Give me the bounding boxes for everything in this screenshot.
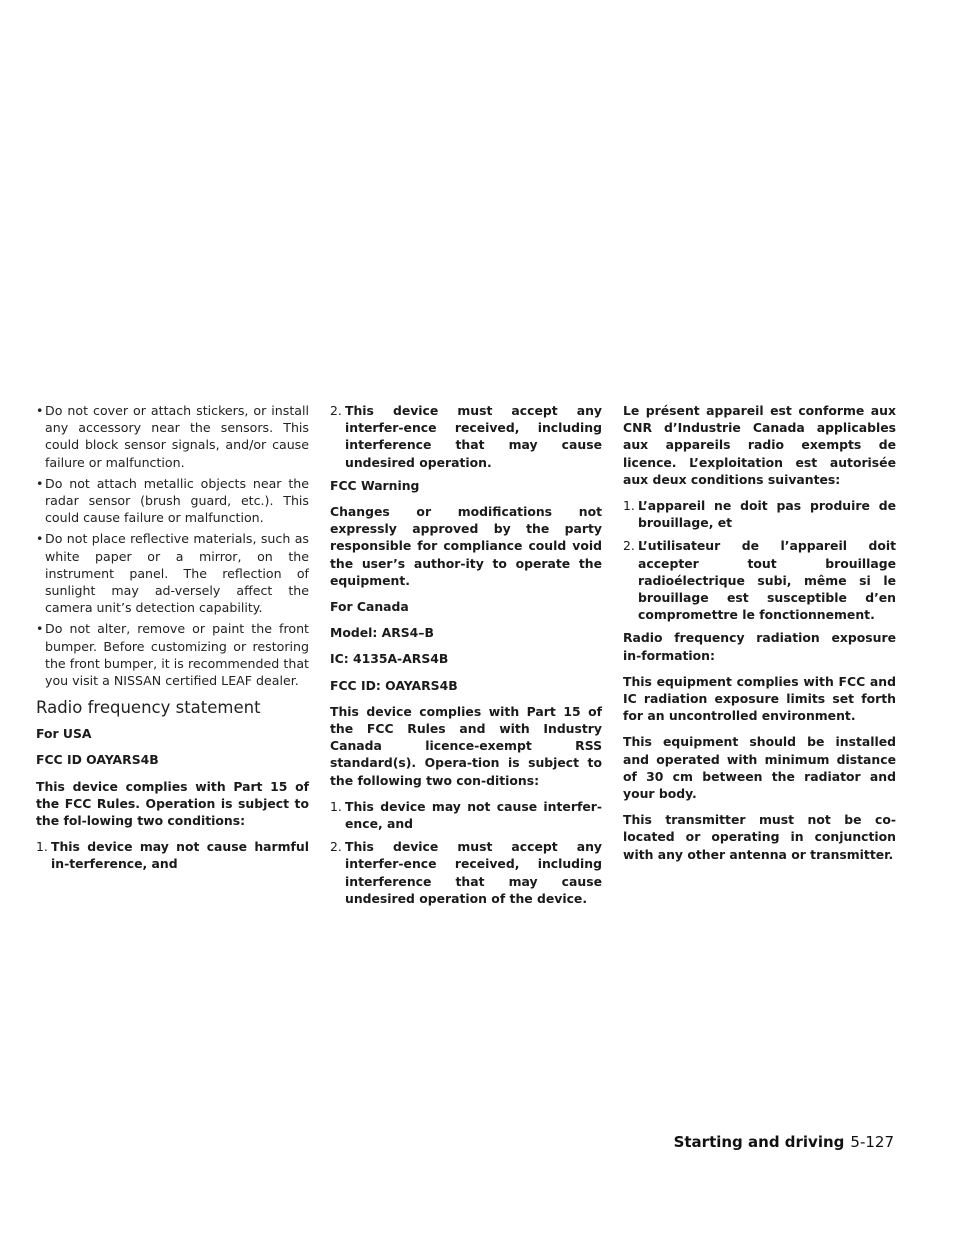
co-location-text: This transmitter must not be co-located or operating in conjunction with any other antenna or transmitter. <box>623 812 896 862</box>
usa-condition-1 <box>36 838 309 872</box>
french-condition-1 <box>623 497 896 531</box>
fcc-id-canada: FCC ID: OAYARS4B <box>330 677 458 693</box>
canada-condition-1 <box>330 798 602 832</box>
page-footer <box>674 1132 894 1152</box>
item-number: 2. <box>330 403 342 418</box>
canada-compliance-statement: This device complies with Part 15 of the FCC Rules and with Industry Canada licence-exempt RSS standard(s). Opera-tion is subject to the following two con-ditions: <box>330 703 602 788</box>
column-3 <box>623 402 896 872</box>
for-canada-label: For Canada <box>330 599 409 615</box>
list-item: • Do not place reflective materials, such as white paper or a mirror, on the instrument panel. The reflection of sunlight may ad-versely affect the camera unit’s detection capability. <box>36 531 309 616</box>
list-item: • Do not cover or attach stickers, or install any accessory near the sensors. This could block sensor signals, and/or cause failure or malfunction. <box>36 403 309 470</box>
item-text: This device must accept any interfer-ence received, including interference that may cause undesired operation of the device. <box>345 839 602 906</box>
ic-number: IC: 4135A-ARS4B <box>330 651 449 667</box>
list-item: • Do not alter, remove or paint the front bumper. Before customizing or restoring the front bumper, it is recommended that you visit a NISSAN certified LEAF dealer. <box>36 621 309 689</box>
bullet-icon: • <box>36 403 44 418</box>
item-number: 1. <box>623 498 635 514</box>
bullet-icon: • <box>36 621 44 637</box>
item-number: 1. <box>36 839 48 855</box>
fcc-warning-text: Changes or modifications not expressly approved by the party responsible for compliance could void the user’s author-ity to operate the equipment. <box>330 504 602 588</box>
french-compliance-statement: Le présent appareil est conforme aux CNR d’Industrie Canada applicables aux appareils radio exempts de licence. L’exploitation est autorisée aux deux conditions suivantes: <box>623 403 896 487</box>
installation-distance-text: This equipment should be installed and operated with minimum distance of 30 cm between the radiator and your body. <box>623 734 896 802</box>
canada-condition-2 <box>330 838 602 907</box>
section-heading: Radio frequency statement <box>36 698 261 718</box>
for-usa-label: For USA <box>36 726 92 742</box>
column-2 <box>330 402 602 913</box>
caution-bullet-list <box>36 402 309 689</box>
fcc-id-usa: FCC ID OAYARS4B <box>36 752 159 768</box>
item-number: 1. <box>330 798 342 814</box>
item-text: L’appareil ne doit pas produire de brouillage, et <box>638 498 896 531</box>
rf-exposure-heading: Radio frequency radiation exposure in-formation: <box>623 630 896 663</box>
exposure-limits-text: This equipment complies with FCC and IC radiation exposure limits set forth for an uncontrolled environment. <box>623 673 896 724</box>
footer-section-title: Starting and driving <box>673 1133 845 1151</box>
fcc-warning-label: FCC Warning <box>330 477 420 493</box>
item-number: 2. <box>330 839 342 855</box>
item-text: L’utilisateur de l’appareil doit accepter tout brouillage radioélectrique subi, même si le brouillage est susceptible d’en compromettre le fonctionnement. <box>638 538 896 623</box>
bullet-icon: • <box>36 531 44 547</box>
model-number: Model: ARS4–B <box>330 625 434 641</box>
french-condition-2 <box>623 537 896 623</box>
bullet-icon: • <box>36 475 44 491</box>
item-number: 2. <box>623 538 635 554</box>
usa-condition-2 <box>330 402 602 471</box>
page-number: 5-127 <box>850 1133 894 1151</box>
item-text: This device may not cause harmful in-terference, and <box>51 839 309 872</box>
item-text: This device may not cause interfer-ence, and <box>345 798 602 832</box>
column-1 <box>36 402 309 879</box>
item-text: This device must accept any interfer-ence received, including interference that may cause undesired operation. <box>345 403 602 470</box>
usa-compliance-statement: This device complies with Part 15 of the FCC Rules. Operation is subject to the fol-lowing two conditions: <box>36 778 309 829</box>
list-item: • Do not attach metallic objects near the radar sensor (brush guard, etc.). This could cause failure or malfunction. <box>36 475 309 526</box>
